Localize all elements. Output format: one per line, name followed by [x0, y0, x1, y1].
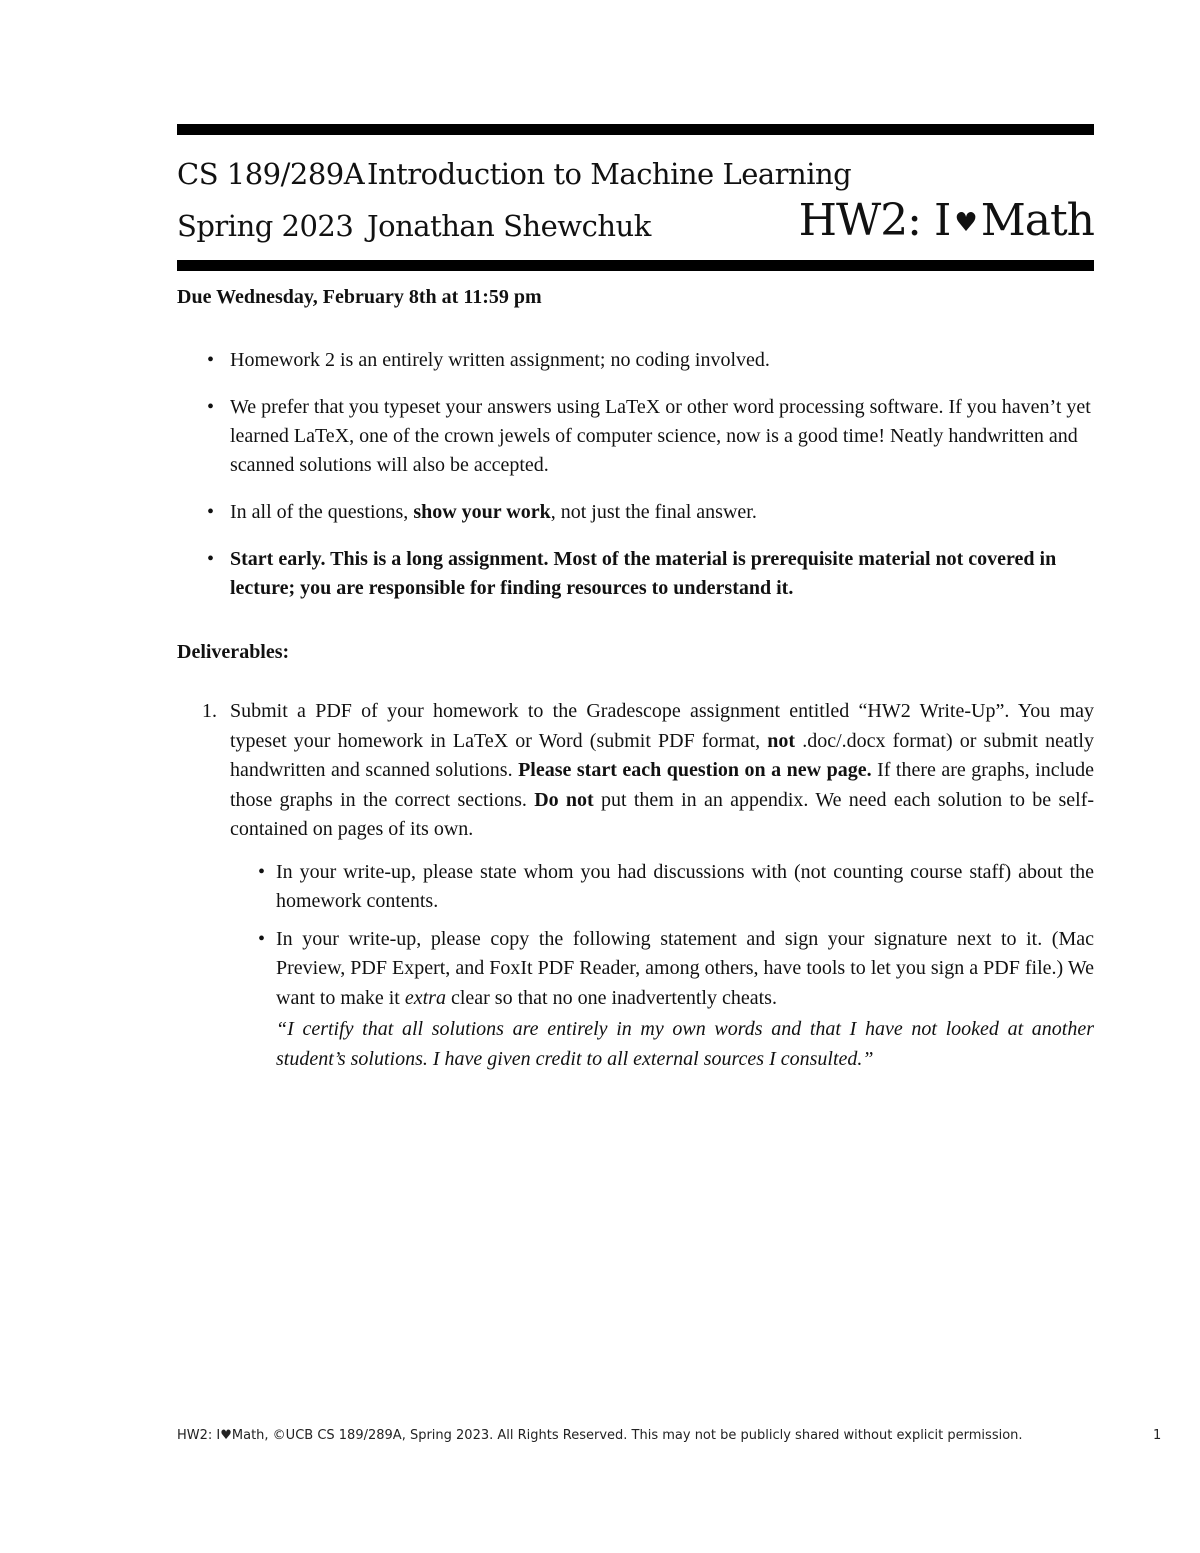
deliverables-heading: Deliverables:	[177, 641, 290, 663]
latex-logo: LaTeX	[452, 729, 509, 752]
header-top-rule	[177, 124, 1094, 135]
list-item	[230, 925, 1094, 1075]
emphasis-text: Do not	[534, 788, 594, 811]
list-item	[177, 498, 1094, 527]
emphasis-text: show your work	[413, 501, 551, 523]
paragraph-text: .doc/.docx format) or submit neatly handwritten and scanned solutions.	[230, 729, 1094, 781]
bullet-icon: •	[258, 860, 266, 883]
bullet-icon: •	[207, 396, 215, 418]
heart-icon: ♥	[954, 208, 977, 238]
bullet-icon: •	[207, 501, 215, 523]
bullet-icon: •	[207, 548, 215, 570]
paragraph-text: If there are graphs, include those graphs in the correct sections.	[230, 759, 1095, 811]
bullet-text: , one of the crown jewels of computer science, now is a good time! Neatly handwritten and scanned solutions will also be accepted.	[230, 425, 1078, 476]
bullet-text: We prefer that you typeset your answers using	[230, 396, 605, 418]
course-title: Introduction to Machine Learning	[367, 157, 852, 191]
bullet-text: In your write-up, please copy the following statement and sign your signature next to it. (Mac Preview, PDF Expert, and FoxIt PDF Reader, among others, have tools to let you sign a PDF file.) We want to make it	[276, 927, 1094, 1009]
list-item	[230, 858, 1094, 917]
due-date: Due Wednesday, February 8th at 11:59 pm	[177, 286, 542, 308]
emphasis-text: not	[767, 729, 796, 752]
course-number: CS 189/289A	[177, 157, 365, 191]
hw-title-suffix: Math	[980, 195, 1094, 246]
item-number: 1.	[202, 700, 217, 722]
emphasis-text: extra	[404, 986, 446, 1009]
paragraph-text: put them in an appendix. We need each solution to be self-contained on pages of its own.	[230, 788, 1095, 840]
deliverable-item	[230, 697, 1094, 1074]
term: Spring 2023	[177, 209, 354, 243]
latex-logo: LaTeX	[604, 396, 661, 418]
emphasis-text: Start early. This is a long assignment. Most of the material is prerequisite material not covered in lecture; you are responsible for finding resources to understand it.	[230, 548, 1057, 599]
hw-title-prefix: HW2: I	[798, 195, 951, 246]
page-number: 1	[1153, 1428, 1162, 1443]
bullet-text: , not just the final answer.	[550, 501, 757, 523]
paragraph-text: or Word (submit PDF format,	[508, 729, 768, 752]
bullet-text: Homework 2 is an entirely written assignment; no coding involved.	[230, 349, 770, 371]
bullet-text: or other word processing software. If you haven’t yet learned	[230, 396, 1091, 447]
latex-logo: LaTeX	[293, 425, 350, 447]
homework-title	[799, 195, 1094, 246]
bullet-text: In all of the questions,	[230, 501, 414, 523]
bullet-icon: •	[207, 349, 215, 371]
honor-statement: “I certify that all solutions are entirely in my own words and that I have not looked at another student’s solutions. I have given credit to all external sources I consulted.”	[276, 1018, 1094, 1070]
footer-text: HW2: I♥Math, ©UCB CS 189/289A, Spring 2023. All Rights Reserved. This may not be publicly shared without explicit permission.	[177, 1428, 1023, 1443]
emphasis-text: Please start each question on a new page.	[518, 759, 872, 781]
list-item	[177, 393, 1094, 480]
bullet-icon: •	[258, 927, 266, 950]
bullet-text: clear so that no one inadvertently cheats.	[445, 986, 777, 1009]
deliverables-list	[177, 697, 1094, 1082]
bullet-text: In your write-up, please state whom you had discussions with (not counting course staff) about the homework contents.	[276, 860, 1094, 912]
instructions-list	[177, 346, 1094, 621]
list-item	[177, 545, 1094, 603]
header-bottom-rule	[177, 260, 1094, 271]
sub-list	[230, 858, 1094, 1075]
list-item	[177, 346, 1094, 375]
instructor: Jonathan Shewchuk	[367, 209, 651, 243]
paragraph-text: Submit a PDF of your homework to the Gradescope assignment entitled “HW2 Write-Up”. You may typeset your homework in	[230, 700, 1094, 752]
